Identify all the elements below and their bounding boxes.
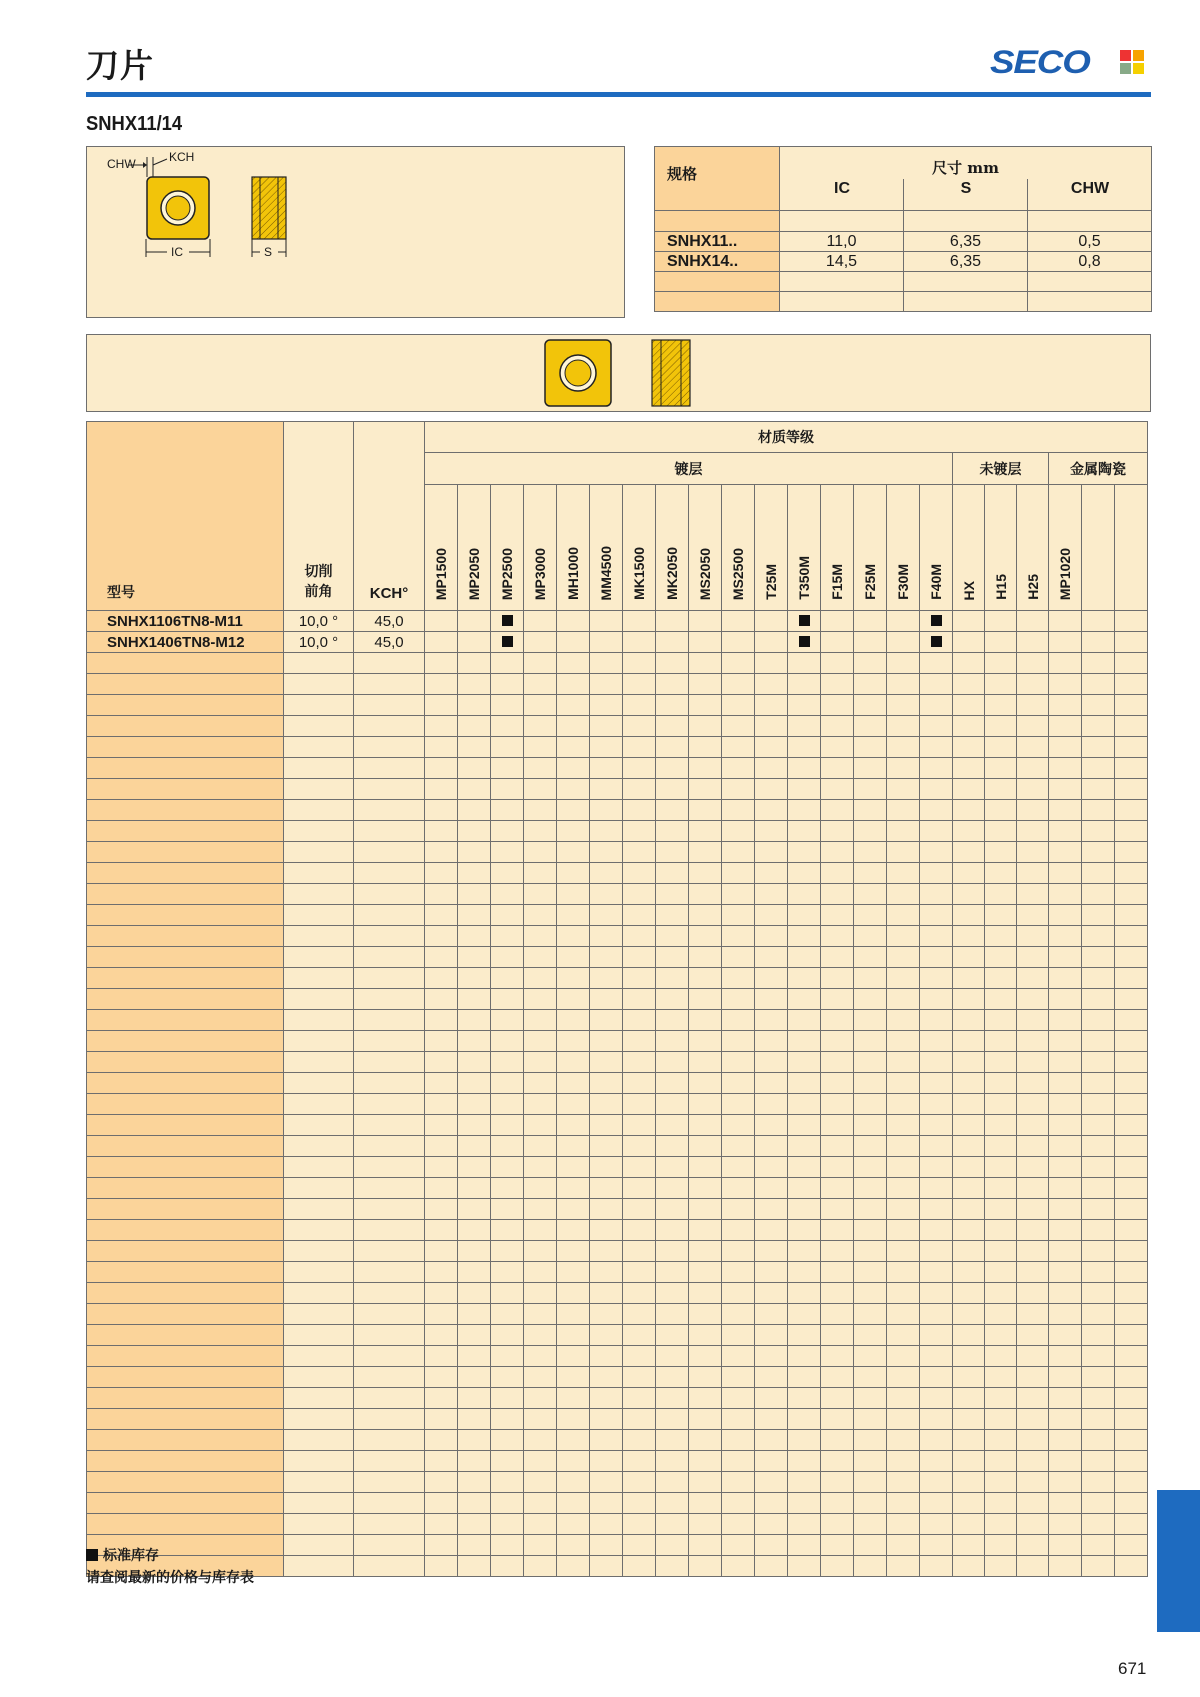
insert-top-view-icon <box>147 177 209 239</box>
grade-column-header <box>458 485 491 611</box>
stock-mark-icon <box>931 615 942 626</box>
grade-name: MP1500 <box>433 547 449 600</box>
spec-ic-value: 11,0 <box>780 232 904 252</box>
kch-header: KCH° <box>354 422 425 611</box>
grade-column-header <box>788 485 821 611</box>
spec-col-chw: CHW <box>1070 180 1110 197</box>
spec-chw-value: 0,5 <box>1028 232 1152 252</box>
section-subtitle: SNHX11/14 <box>86 113 183 135</box>
page-number: 671 <box>1118 1659 1147 1678</box>
insert-side-view-icon <box>652 340 690 406</box>
grade-name: MP1020 <box>1057 547 1073 600</box>
spec-ic-value: 14,5 <box>780 252 904 272</box>
designation-cell: SNHX1106TN8-M11 <box>87 611 284 632</box>
spec-table <box>654 146 1152 312</box>
grade-name: MH1000 <box>565 547 581 600</box>
seco-logo <box>990 43 1090 80</box>
grade-table <box>86 421 1148 1577</box>
grade-column-header <box>920 485 953 611</box>
insert-top-view-icon <box>545 340 611 406</box>
spec-col-s: S <box>960 180 972 197</box>
grade-group-0: 镀层 <box>425 453 953 485</box>
spec-row <box>655 252 1152 272</box>
grade-name: MP2050 <box>466 547 482 600</box>
spec-row-name: SNHX14.. <box>655 252 780 272</box>
grade-name: MS2050 <box>697 547 713 600</box>
spec-s-value: 6,35 <box>904 232 1028 252</box>
kch-label: KCH <box>169 150 195 164</box>
grade-name: H15 <box>992 574 1009 600</box>
grade-name: MK2050 <box>664 547 680 600</box>
rake-cell: 10,0 ° <box>284 632 354 653</box>
insert-icon-strip <box>86 334 1151 412</box>
grade-name: HX <box>960 580 977 600</box>
grade-name: F25M <box>862 564 878 600</box>
grade-name: F30M <box>895 564 911 600</box>
grade-column-header <box>557 485 590 611</box>
spec-chw-value: 0,8 <box>1028 252 1152 272</box>
designation-cell: SNHX1406TN8-M12 <box>87 632 284 653</box>
stock-mark-icon <box>799 636 810 647</box>
stock-mark-icon <box>502 615 513 626</box>
logo-squares-icon <box>1120 50 1144 74</box>
grade-name: MP3000 <box>532 547 548 600</box>
kch-cell: 45,0 <box>354 632 425 653</box>
spec-row <box>655 232 1152 252</box>
grade-group-header: 材质等级 <box>425 422 1148 453</box>
designation-header: 型号 <box>87 422 284 611</box>
grade-column-header <box>755 485 788 611</box>
ic-label: IC <box>171 245 183 259</box>
grade-name: T25M <box>763 564 779 600</box>
legend <box>86 1545 254 1589</box>
logo-text: SECO <box>990 43 1090 80</box>
page-title: 刀片 <box>86 46 154 85</box>
grade-column-header <box>821 485 854 611</box>
legend-note: 请查阅最新的价格与库存表 <box>86 1570 254 1586</box>
side-tab <box>1157 1490 1200 1632</box>
insert-dimension-diagram <box>86 146 625 318</box>
grade-group-2: 金属陶瓷 <box>1049 453 1148 485</box>
grade-name: H25 <box>1024 574 1041 600</box>
grade-column-header <box>1115 485 1148 611</box>
spec-group-header: 尺寸 mm <box>780 147 1152 211</box>
spec-col-ic: IC <box>834 180 850 197</box>
chw-label: CHW <box>107 157 136 171</box>
grade-column-header <box>985 485 1017 611</box>
grade-column-header <box>1017 485 1049 611</box>
header-rule <box>86 92 1151 97</box>
grade-name: F40M <box>928 564 944 600</box>
grade-column-header <box>656 485 689 611</box>
stock-mark-icon <box>931 636 942 647</box>
grade-column-header <box>854 485 887 611</box>
stock-square-icon <box>86 1549 98 1561</box>
grade-name: MK1500 <box>631 547 647 600</box>
rake-header: 切削 前角 <box>284 422 354 611</box>
spec-row-name: SNHX11.. <box>655 232 780 252</box>
kch-cell: 45,0 <box>354 611 425 632</box>
s-label: S <box>264 245 273 259</box>
spec-label-header: 规格 <box>655 147 780 211</box>
grade-group-1: 未镀层 <box>953 453 1049 485</box>
grade-column-header <box>953 485 985 611</box>
insert-side-view-icon <box>252 177 286 239</box>
grade-name: F15M <box>829 564 845 600</box>
legend-stock-label: 标准库存 <box>103 1548 159 1564</box>
rake-cell: 10,0 ° <box>284 611 354 632</box>
stock-mark-icon <box>502 636 513 647</box>
table-row <box>87 632 1148 653</box>
grade-column-header <box>1049 485 1082 611</box>
spec-s-value: 6,35 <box>904 252 1028 272</box>
grade-column-header <box>722 485 755 611</box>
grade-column-header <box>623 485 656 611</box>
stock-mark-icon <box>799 615 810 626</box>
grade-column-header <box>887 485 920 611</box>
grade-column-header <box>689 485 722 611</box>
grade-name: MS2500 <box>730 547 746 600</box>
grade-name: MM4500 <box>598 545 614 600</box>
table-row <box>87 611 1148 632</box>
grade-name: MP2500 <box>499 547 515 600</box>
grade-name: T350M <box>796 556 812 600</box>
grade-column-header <box>425 485 458 611</box>
grade-column-header <box>524 485 557 611</box>
grade-column-header <box>590 485 623 611</box>
grade-column-header <box>491 485 524 611</box>
grade-column-header <box>1082 485 1115 611</box>
